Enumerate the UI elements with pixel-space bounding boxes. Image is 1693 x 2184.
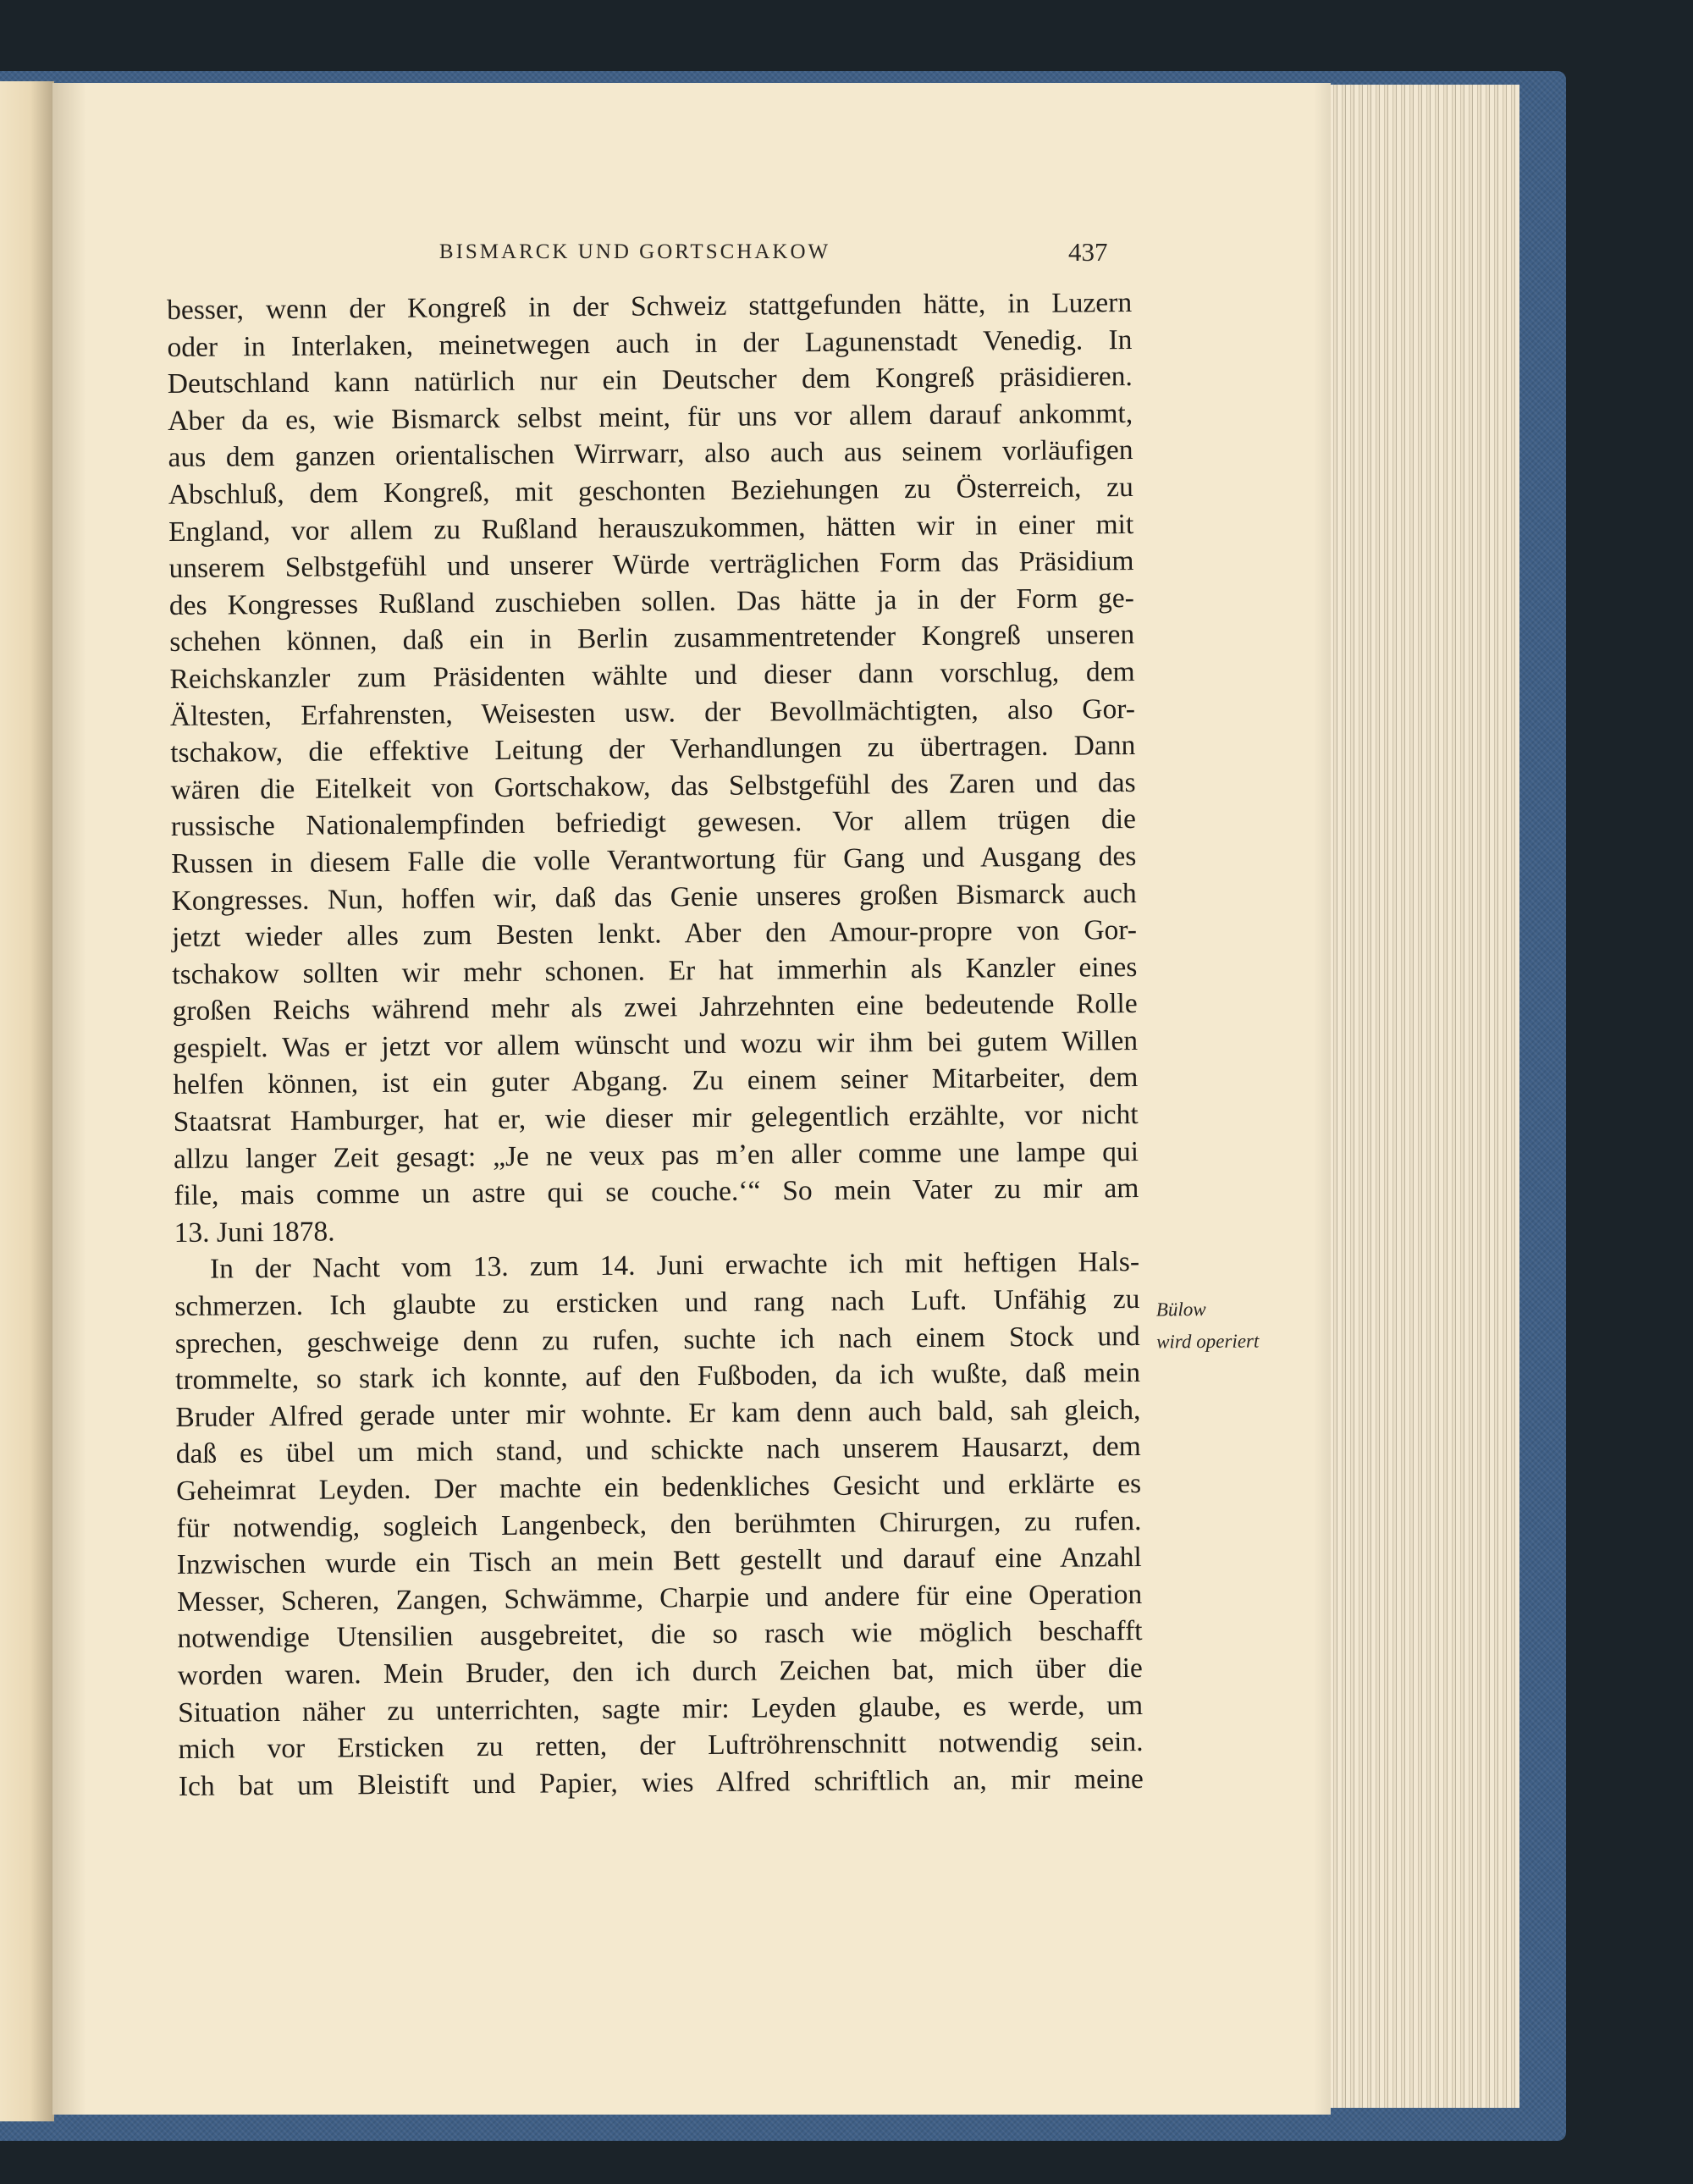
text-line: mich vor Ersticken zu retten, der Luftröhrenschnitt notwendig sein.	[178, 1726, 1144, 1766]
text-line: Staatsrat Hamburger, hat er, wie dieser mir gelegentlich erzählte, vor nicht	[173, 1099, 1139, 1139]
text-line: Inzwischen wurde ein Tisch an mein Bett gestellt und darauf eine Anzahl	[176, 1541, 1142, 1581]
body-text	[167, 284, 1144, 1805]
text-line: Geheimrat Leyden. Der machte ein bedenkliches Gesicht und erklärte es	[175, 1468, 1142, 1507]
text-line: notwendige Utensilien ausgebreitet, die so rasch wie möglich beschafft	[177, 1615, 1143, 1655]
text-line: wären die Eitelkeit von Gortschakow, das Selbstgefühl des Zaren und das	[170, 766, 1136, 806]
text-line: allzu langer Zeit gesagt: „Je ne veux pas m’en aller comme une lampe qui	[173, 1135, 1139, 1175]
text-line: schehen können, daß ein in Berlin zusammentretender Kongreß unseren	[169, 619, 1135, 659]
text-line: trommelte, so stark ich konnte, auf den Fußboden, da ich wußte, daß mein	[174, 1357, 1141, 1397]
text-line: unserem Selbstgefühl und unserer Würde verträglichen Form das Präsidium	[168, 545, 1134, 585]
text-line: gespielt. Was er jetzt vor allem wünscht und wozu wir ihm bei gutem Willen	[172, 1024, 1139, 1064]
text-line: oder in Interlaken, meinetwegen auch in der Lagunenstadt Venedig. In	[167, 323, 1133, 363]
margin-note-line: Bülow	[1155, 1299, 1206, 1321]
text-line: Messer, Scheren, Zangen, Schwämme, Charpie und andere für eine Operation	[177, 1578, 1143, 1618]
text-line: helfen können, ist ein guter Abgang. Zu einem seiner Mitarbeiter, dem	[173, 1062, 1139, 1101]
previous-page-edge	[0, 81, 54, 2121]
text-line: tschakow, die effektive Leitung der Verhandlungen zu übertragen. Dann	[170, 730, 1136, 769]
text-line: Ältesten, Erfahrensten, Weisesten usw. der Bevollmächtigten, also Gor-	[169, 692, 1136, 732]
text-line: jetzt wieder alles zum Besten lenkt. Aber den Amour-propre von Gor-	[171, 914, 1138, 954]
text-line: Abschluß, dem Kongreß, mit geschonten Beziehungen zu Österreich, zu	[168, 472, 1133, 510]
text-line: England, vor allem zu Rußland herauszukommen, hätten wir in einer mit	[168, 508, 1134, 548]
text-line: Situation näher zu unterrichten, sagte mir: Leyden glaube, es werde, um	[178, 1689, 1144, 1729]
text-line: Kongresses. Nun, hoffen wir, daß das Genie unseres großen Bismarck auch	[171, 877, 1137, 917]
text-line: großen Reichs während mehr als zwei Jahrzehnten eine bedeutende Rolle	[172, 988, 1138, 1028]
text-line: schmerzen. Ich glaubte zu ersticken und rang nach Luft. Unfähig zu	[174, 1283, 1140, 1322]
page-edges	[1321, 85, 1519, 2108]
text-line: russische Nationalempfinden befriedigt gewesen. Vor allem trügen die	[170, 803, 1137, 843]
running-header: BISMARCK UND GORTSCHAKOW	[438, 240, 831, 263]
text-line: sprechen, geschweige denn zu rufen, suchte ich nach einem Stock und	[174, 1320, 1140, 1359]
page-number: 437	[1068, 237, 1108, 267]
text-line: file, mais comme un astre qui se couche.‘“ So mein Vater zu mir am	[174, 1172, 1139, 1212]
margin-note	[1156, 1293, 1260, 1359]
text-line: 13. Juni 1878.	[174, 1216, 335, 1249]
text-line: Russen in diesem Falle die volle Verantwortung für Gang und Ausgang des	[171, 840, 1137, 880]
margin-note-line: wird operiert	[1156, 1330, 1260, 1353]
text-line: tschakow sollten wir mehr schonen. Er hat immerhin als Kanzler eines	[172, 951, 1138, 990]
text-line: besser, wenn der Kongreß in der Schweiz stattgefunden hätte, in Luzern	[167, 287, 1133, 326]
text-line: In der Nacht vom 13. zum 14. Juni erwachte ich mit heftigen Hals-	[209, 1246, 1140, 1286]
text-line: worden waren. Mein Bruder, den ich durch Zeichen bat, mich über die	[177, 1652, 1143, 1691]
text-line: Reichskanzler zum Präsidenten wählte und dieser dann vorschlug, dem	[169, 655, 1135, 695]
text-line: Bruder Alfred gerade unter mir wohnte. Er kam denn auch bald, sah gleich,	[175, 1393, 1141, 1433]
text-line: für notwendig, sogleich Langenbeck, den berühmten Chirurgen, zu rufen.	[176, 1504, 1142, 1544]
text-line: Aber da es, wie Bismarck selbst meint, für uns vor allem darauf ankommt,	[168, 397, 1133, 437]
text-line: Deutschland kann natürlich nur ein Deutscher dem Kongreß präsidieren.	[167, 361, 1133, 400]
text-line: aus dem ganzen orientalischen Wirrwarr, also auch aus seinem vorläufigen	[168, 434, 1133, 474]
text-line: Ich bat um Bleistift und Papier, wies Alfred schriftlich an, mir meine	[178, 1762, 1144, 1802]
text-line: des Kongresses Rußland zuschieben sollen. Das hätte ja in der Form ge-	[168, 582, 1135, 621]
text-line: daß es übel um mich stand, und schickte nach unserem Hausarzt, dem	[175, 1431, 1141, 1470]
